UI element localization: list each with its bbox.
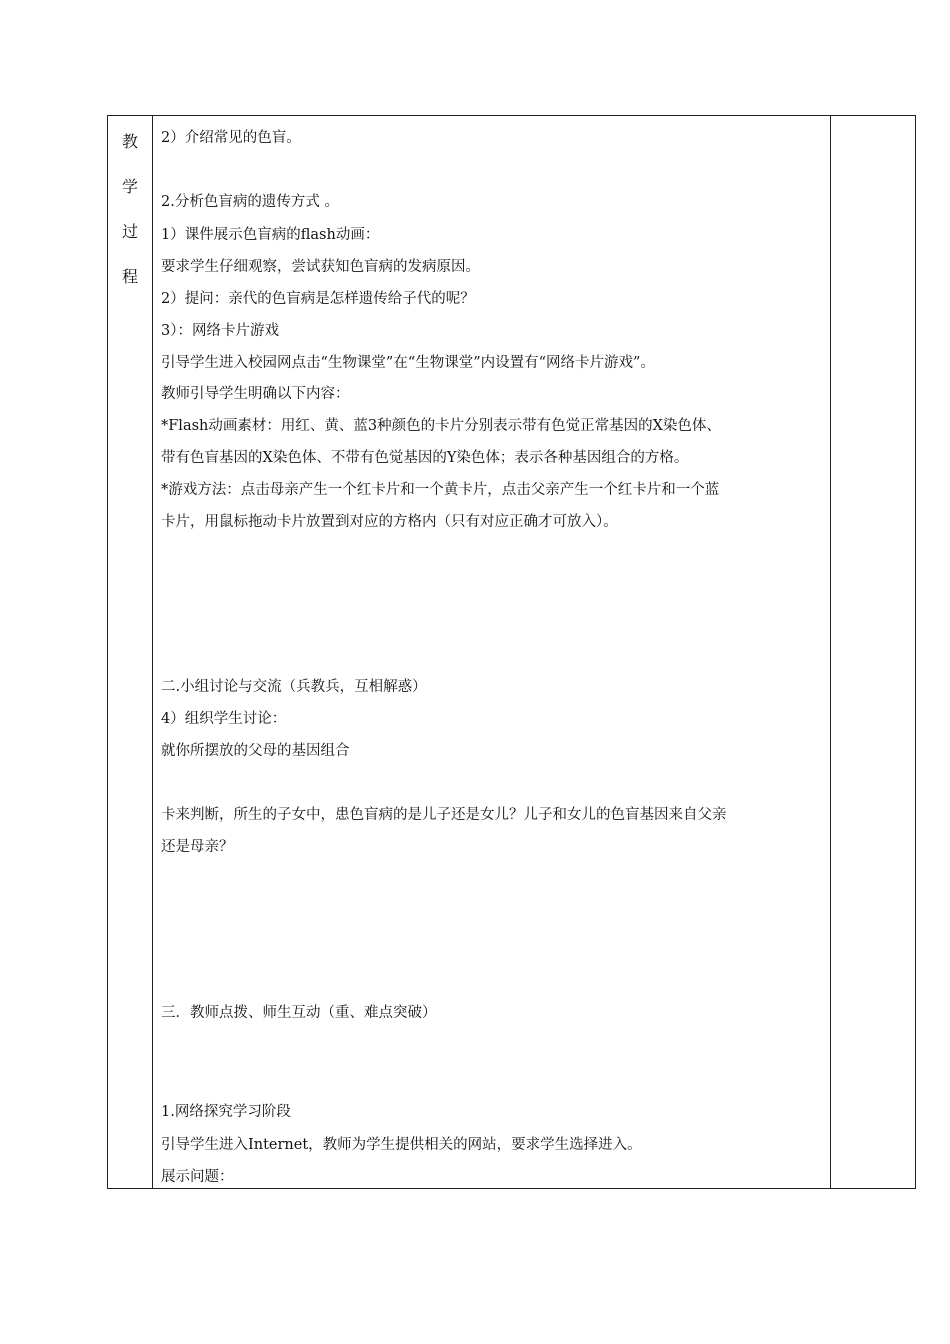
text-line: 2.分析色盲病的遗传方式 。 xyxy=(161,194,339,210)
text-line: *Flash动画素材：用红、黄、蓝3种颜色的卡片分别表示带有色觉正常基因的X染色体、 xyxy=(161,418,721,434)
text-line: 还是母亲？ xyxy=(161,839,234,855)
text-line: 引导学生进入校园网点击“生物课堂”在“生物课堂”内设置有“网络卡片游戏”。 xyxy=(161,355,655,371)
text-line: 就你所摆放的父母的基因组合 xyxy=(161,743,350,759)
text-line: 3）：网络卡片游戏 xyxy=(161,323,279,339)
text-line: 卡片，用鼠标拖动卡片放置到对应的方格内（只有对应正确才可放入）。 xyxy=(161,514,618,530)
text-line: 4）组织学生讨论： xyxy=(161,711,287,727)
section-label-char: 程 xyxy=(121,267,138,286)
text-line: 1）课件展示色盲病的flash动画： xyxy=(161,227,380,243)
text-line: 三．教师点拨、师生互动（重、难点突破） xyxy=(161,1005,437,1021)
column-divider xyxy=(830,116,831,1188)
text-line: 展示问题： xyxy=(161,1169,234,1185)
column-divider xyxy=(152,116,153,1188)
text-line: 2）提问：亲代的色盲病是怎样遗传给子代的呢？ xyxy=(161,291,475,307)
text-line: 二.小组讨论与交流（兵教兵，互相解惑） xyxy=(161,679,427,695)
text-line: 教师引导学生明确以下内容： xyxy=(161,386,350,402)
text-line: 卡来判断，所生的子女中，患色盲病的是儿子还是女儿？儿子和女儿的色盲基因来自父亲 xyxy=(161,807,727,823)
section-label-char: 过 xyxy=(121,222,138,241)
text-line: 引导学生进入Internet，教师为学生提供相关的网站，要求学生选择进入。 xyxy=(161,1137,642,1153)
section-label-char: 教 xyxy=(121,132,138,151)
text-line: 带有色盲基因的X染色体、不带有色觉基因的Y染色体；表示各种基因组合的方格。 xyxy=(161,450,689,466)
text-line: 2）介绍常见的色盲。 xyxy=(161,130,301,146)
text-line: *游戏方法：点击母亲产生一个红卡片和一个黄卡片，点击父亲产生一个红卡片和一个蓝 xyxy=(161,482,720,498)
lesson-table xyxy=(107,115,916,1189)
section-label-char: 学 xyxy=(121,177,138,196)
text-line: 要求学生仔细观察，尝试获知色盲病的发病原因。 xyxy=(161,259,480,275)
text-line: 1.网络探究学习阶段 xyxy=(161,1104,291,1120)
